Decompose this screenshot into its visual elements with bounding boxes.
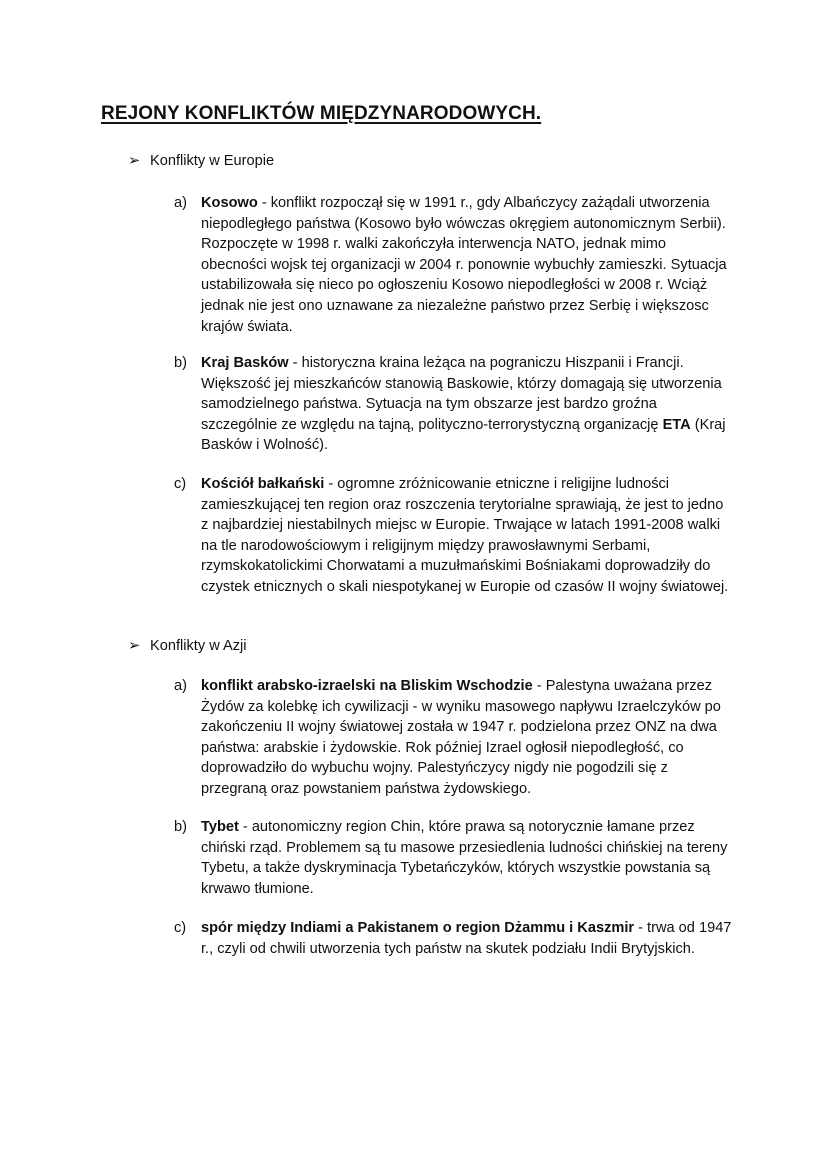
section-heading-label: Konflikty w Europie <box>150 153 275 169</box>
arrow-bullet-icon: ➢ <box>128 153 141 169</box>
list-item-konflikt-arabsko-izraelski <box>174 676 734 800</box>
list-item-description: - autonomiczny region Chin, które prawa są notorycznie łamane przez chiński rząd. Problemem są tu masowe przesiedlenia ludności chińskiej na tereny Tybetu, a także dyskryminacja Tybetańczyków, których wszystkie powstania są krwawo tłumione. <box>201 819 728 897</box>
arrow-bullet-icon: ➢ <box>128 638 141 654</box>
list-item-tybet <box>174 817 734 899</box>
list-item-letter: c) <box>174 476 187 492</box>
list-item-text <box>201 353 734 456</box>
list-item-letter: b) <box>174 355 187 371</box>
list-item-term: Kraj Basków <box>201 355 289 371</box>
list-item-letter: c) <box>174 920 187 936</box>
list-item-term: Kosowo <box>201 195 258 211</box>
list-item-term: spór między Indiami a Pakistanem o region Dżammu i Kaszmir <box>201 920 635 936</box>
list-item-text <box>201 918 734 959</box>
list-item-text <box>201 193 734 337</box>
section-heading-label: Konflikty w Azji <box>150 638 247 654</box>
list-item-term: Kościół bałkański <box>201 476 325 492</box>
list-item-description: - ogromne zróżnicowanie etniczne i religijne ludności zamieszkującej ten region oraz roszczenia terytorialne sprawiają, że jest to jedno z najbardziej niestabilnych miejsc w Europie. Trwające w latach 1991-2008 walki na tle narodowościowym i religijnym między prawosławnymi Serbami, rzymskokatolickimi Chorwatami a muzułmańskimi Bośniakami doprowadziły do czystek etnicznych o skali niespotykanej w Europie od czasów II wojny światowej. <box>201 476 729 595</box>
list-item-description-end: (Kraj Basków i Wolność). <box>201 416 726 454</box>
page-title: REJONY KONFLIKTÓW MIĘDZYNARODOWYCH. <box>101 103 542 124</box>
list-item-acronym: ETA <box>662 416 691 433</box>
section-heading-asia <box>128 636 247 656</box>
list-item-description: - historyczna kraina leżąca na pograniczu Hiszpanii i Francji. Większość jej mieszkańców stanowią Baskowie, którzy domagają się utworzenia samodzielnego państwa. Sytuacja na tym obszarze jest bardzo groźna szczególnie ze względu na tajną, polityczno-terrorystyczną organizację <box>201 355 722 433</box>
list-item-text <box>201 676 734 800</box>
list-item-text <box>201 817 734 899</box>
list-item-description: - trwa od 1947 r., czyli od chwili utworzenia tych państw na skutek podziału Indii Brytyjskich. <box>201 920 732 957</box>
list-item-dzammu-i-kaszmir <box>174 918 734 959</box>
list-item-kosowo <box>174 193 734 337</box>
section-heading-europe <box>128 151 274 171</box>
list-item-description: - konflikt rozpoczął się w 1991 r., gdy Albańczycy zażądali utworzenia niepodległego państwa (Kosowo było wówczas okręgiem autonomicznym Serbii). Rozpoczęte w 1998 r. walki zakończyła interwencja NATO, jednak mimo obecności wojsk tej organizacji w 2004 r. ponownie wybuchły zamieszki. Sytuacja ustabilizowała się nieco po ogłoszeniu Kosowo niepodległości w 2008 r. Wciąż jednak nie jest ono uznawane za niezależne państwo przez Serbię i większosc krajów świata. <box>201 195 727 335</box>
list-item-letter: a) <box>174 195 187 211</box>
list-item-text <box>201 474 734 598</box>
list-item-description: - Palestyna uważana przez Żydów za kolebkę ich cywilizacji - w wyniku masowego napływu Izraelczyków po zakończeniu II wojny światowej została w 1947 r. podzielona przez ONZ na dwa państwa: arabskie i żydowskie. Rok później Izrael ogłosił niepodległość, co doprowadziło do wybuchu wojny. Palestyńczycy nigdy nie pogodzili się z przegraną oraz powstaniem państwa żydowskiego. <box>201 678 721 797</box>
list-item-kociol-balkanski <box>174 474 734 598</box>
list-item-term: Tybet <box>201 819 239 835</box>
list-item-letter: b) <box>174 819 187 835</box>
list-item-term: konflikt arabsko-izraelski na Bliskim Wschodzie <box>201 678 533 694</box>
list-item-kraj-baskow <box>174 353 734 456</box>
list-item-letter: a) <box>174 678 187 694</box>
